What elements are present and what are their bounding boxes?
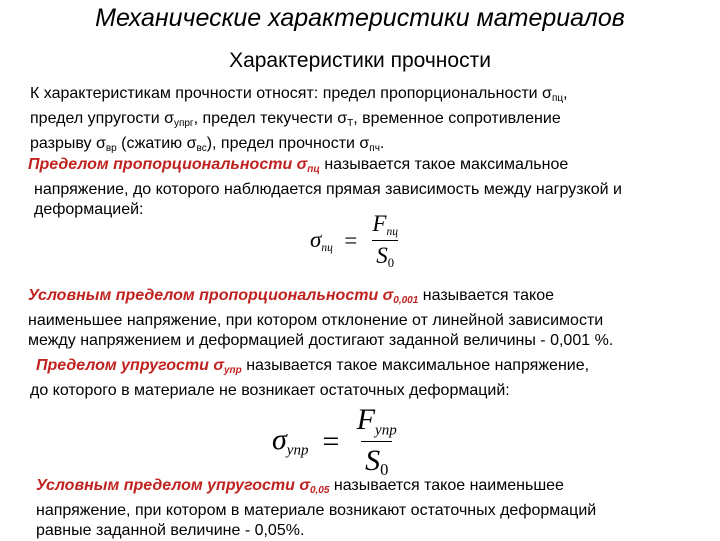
def4-line-1: Условным пределом упругости $\sigma_{0,05}$ называется такое наименьшее <box>36 477 564 496</box>
def2-line-1: Условным пределом пропорциональности $\sigma_{0,001}$ называется такое <box>28 287 555 306</box>
definition-conditional-proportionality-limit <box>28 286 613 351</box>
definition-conditional-elastic-limit <box>36 476 596 541</box>
page-title: Механические характеристики материалов <box>95 4 625 32</box>
def1-line-3: деформацией: <box>34 201 144 218</box>
formula1-fraction <box>368 211 402 271</box>
formula2-numerator: Fупр <box>356 403 397 439</box>
formula1-numerator: Fпц <box>372 211 398 239</box>
formula2-denominator: S0 <box>361 441 392 480</box>
intro-line-2: предел упругости $\sigma_{упрг}$, предел текучести $\sigma_Т$, временное сопротивление <box>30 110 561 129</box>
intro-line-1: К характеристикам прочности относят: предел пропорциональности $\sigma_{пц}$, <box>30 85 568 104</box>
formula-proportionality-limit <box>310 211 402 271</box>
def4-line-3: равные заданной величине - 0,05%. <box>36 522 305 539</box>
formula1-equals: = <box>342 227 359 253</box>
intro-line-3: разрыву $\sigma_{вр}$ (сжатию $\sigma_{вс}$), предел прочности $\sigma_{пч}$. <box>30 135 385 154</box>
formula2-fraction <box>353 403 401 480</box>
def3-line-2: до которого в материале не возникает остаточных деформаций: <box>30 382 510 399</box>
def3-line-1: Пределом упругости $\sigma_{упр}$ называется такое максимальное напряжение, <box>36 357 590 376</box>
formula2-equals: = <box>320 424 341 458</box>
intro-paragraph <box>30 84 568 159</box>
def4-term: Условным пределом упругости $\sigma_{0,05}$ <box>36 477 330 496</box>
formula-elastic-limit <box>272 403 401 480</box>
formula1-sigma: σпц <box>310 227 333 255</box>
def2-line-2: наименьшее напряжение, при котором отклонение от линейной зависимости <box>28 312 604 329</box>
def2-term: Условным пределом пропорциональности $\sigma_{0,001}$ <box>28 287 419 306</box>
def2-line-3: между напряжением и деформацией достигают заданной величины - 0,001 %. <box>28 332 614 349</box>
definition-elastic-limit <box>30 356 589 401</box>
formula2-sigma: σупр <box>272 423 309 459</box>
def4-line-2: напряжение, при котором в материале возникают остаточных деформаций <box>36 502 597 519</box>
section-subtitle: Характеристики прочности <box>229 49 491 72</box>
def3-term: Пределом упругости $\sigma_{упр}$ <box>36 357 242 376</box>
def1-line-2: напряжение, до которого наблюдается прямая зависимость между нагрузкой и <box>34 181 622 198</box>
def1-term: Пределом пропорциональности $\sigma_{пц}$ <box>28 156 320 175</box>
formula1-denominator: S0 <box>372 240 398 271</box>
def1-line-1: Пределом пропорциональности $\sigma_{пц}$ называется такое максимальное <box>28 156 569 175</box>
